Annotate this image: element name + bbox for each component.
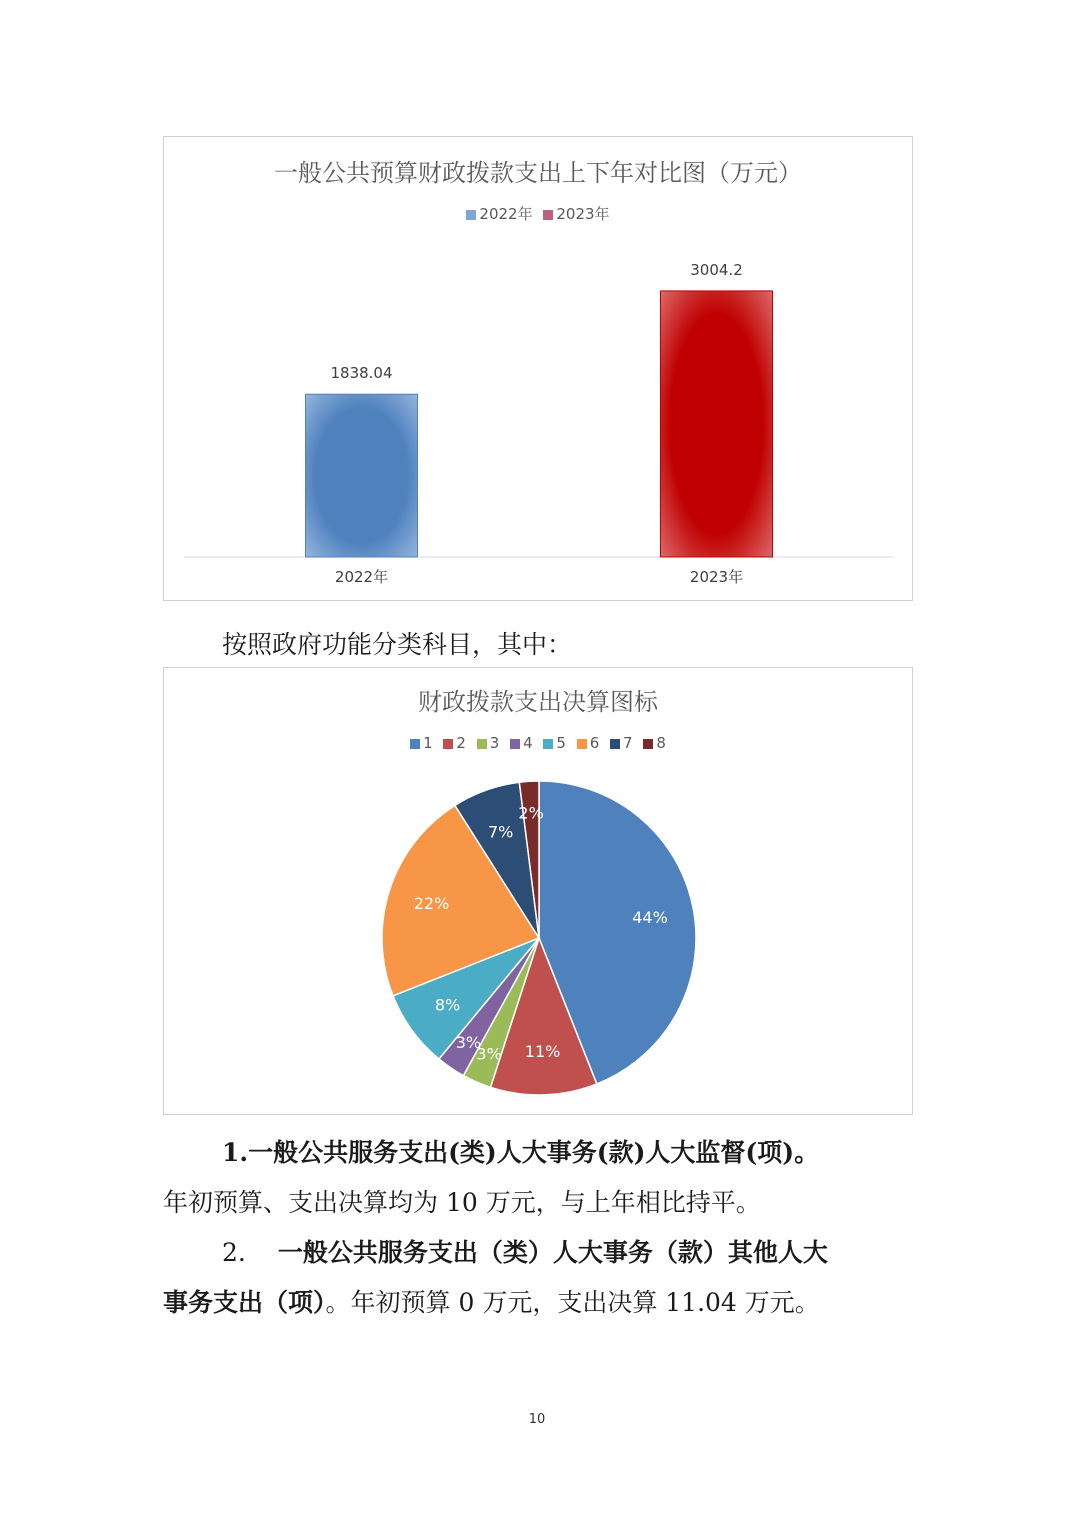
- legend-label: 8: [656, 734, 666, 752]
- pie-data-label: 8%: [434, 995, 461, 1015]
- pie-data-label: 7%: [488, 822, 514, 842]
- item2-number: 2.: [222, 1238, 246, 1267]
- bar-chart-container: [163, 136, 913, 601]
- item2-heading-line2: [163, 1278, 923, 1328]
- pie-chart-plot: [164, 668, 912, 1114]
- item2-heading-a: 一般公共服务支出（类）人大事务（款）其他人大: [277, 1238, 828, 1267]
- legend-label: 2: [456, 734, 466, 752]
- legend-label: 3: [489, 734, 500, 752]
- bar-chart-title: 一般公共预算财政拨款支出上下年对比图（万元）: [274, 159, 802, 187]
- pie-data-label: 2%: [518, 803, 544, 823]
- item2-heading-line1: [222, 1228, 982, 1278]
- legend-label: 6: [589, 734, 600, 752]
- legend-label: 2022年: [479, 205, 533, 223]
- page-number: 10: [528, 1412, 546, 1427]
- bar: [661, 291, 773, 557]
- intro-text: 按照政府功能分类科目，其中：: [222, 630, 573, 659]
- legend-label: 1: [423, 734, 433, 752]
- pie-data-label: 3%: [476, 1044, 502, 1064]
- pie-chart-container: [163, 667, 913, 1115]
- pie-chart-title: 财政拨款支出决算图标: [418, 688, 658, 716]
- item2-heading-b: 事务支出（项）: [163, 1288, 326, 1317]
- pie-data-label: 11%: [524, 1041, 561, 1061]
- legend-label: 7: [623, 734, 633, 752]
- x-tick-label: 2023年: [689, 568, 744, 586]
- item2-body: 。年初预算 0 万元，支出决算 11.04 万元。: [325, 1288, 820, 1317]
- item1-heading: 1.一般公共服务支出(类)人大事务(款)人大监督(项)。: [222, 1138, 820, 1167]
- bar-chart-plot: [164, 137, 912, 600]
- bar-data-label: 1838.04: [330, 364, 393, 383]
- legend-label: 5: [556, 734, 566, 752]
- pie-data-label: 22%: [413, 894, 450, 914]
- x-tick-label: 2022年: [334, 568, 389, 586]
- legend-label: 2023年: [556, 205, 610, 223]
- item1-body: 年初预算、支出决算均为 10 万元，与上年相比持平。: [163, 1188, 761, 1217]
- pie-data-label: 44%: [632, 907, 668, 927]
- bar-data-label: 3004.2: [690, 260, 743, 279]
- pie-data-label: 3%: [455, 1032, 482, 1052]
- legend-label: 4: [523, 734, 533, 752]
- bar: [306, 394, 418, 557]
